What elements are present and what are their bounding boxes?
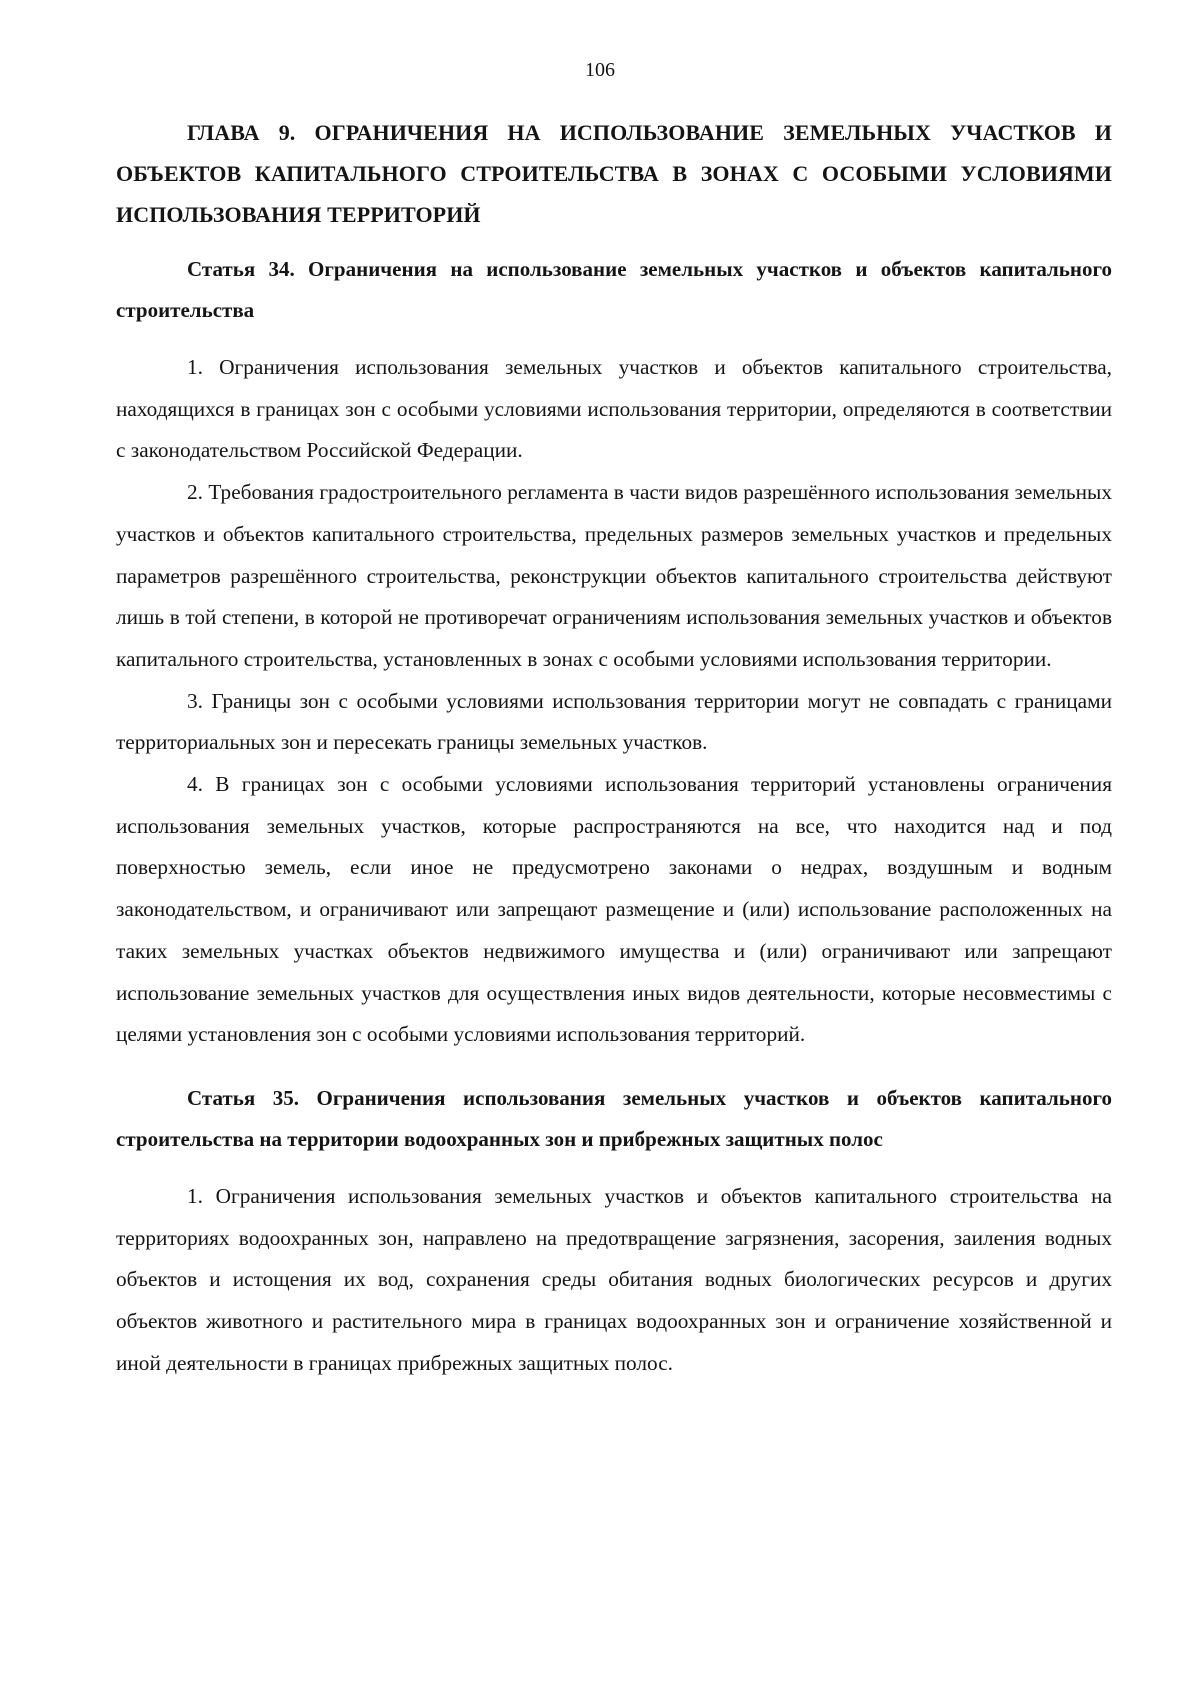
article-35 [116, 1078, 1112, 1385]
article-35-title: Статья 35. Ограничения использования земельных участков и объектов капитального строительства на территории водоохранных зон и прибрежных защитных полос [116, 1085, 1112, 1151]
article-34-paragraph-2: 2. Требования градостроительного регламента в части видов разрешённого использования земельных участков и объектов капитального строительства, предельных размеров земельных участков и предельных параметров разрешённого строительства, реконструкции объектов капитального строительства действуют лишь в той степени, в которой не противоречат ограничениям использования земельных участков и объектов капитального строительства, установленных в зонах с особыми условиями использования территории. [116, 480, 1112, 671]
article-34-paragraph-3: 3. Границы зон с особыми условиями использования территории могут не совпадать с границами территориальных зон и пересекать границы земельных участков. [116, 688, 1112, 755]
article-34-paragraph-1: 1. Ограничения использования земельных участков и объектов капитального строительства, находящихся в границах зон с особыми условиями использования территории, определяются в соответствии с законодательством Российской Федерации. [116, 355, 1112, 463]
article-35-paragraph-1: 1. Ограничения использования земельных участков и объектов капитального строительства на территориях водоохранных зон, направлено на предотвращение загрязнения, засорения, заиления водных объектов и истощения их вод, сохранения среды обитания водных биологических ресурсов и других объектов животного и растительного мира в границах водоохранных зон и ограничение хозяйственной и иной деятельности в границах прибрежных защитных полос. [116, 1183, 1112, 1375]
article-34 [116, 249, 1112, 1056]
article-34-paragraph-4: 4. В границах зон с особыми условиями использования территорий установлены ограничения использования земельных участков, которые распространяются на все, что находится над и под поверхностью земель, если иное не предусмотрено законами о недрах, воздушным и водным законодательством, и ограничивают или запрещают размещение и (или) использование расположенных на таких земельных участках объектов недвижимого имущества и (или) ограничивают или запрещают использование земельных участков для осуществления иных видов деятельности, которые несовместимы с целями установления зон с особыми условиями использования территорий. [116, 772, 1112, 1047]
page-content [116, 112, 1112, 1384]
article-34-title: Статья 34. Ограничения на использование земельных участков и объектов капитального строительства [116, 257, 1112, 322]
chapter-title: ГЛАВА 9. ОГРАНИЧЕНИЯ НА ИСПОЛЬЗОВАНИЕ ЗЕМЕЛЬНЫХ УЧАСТКОВ И ОБЪЕКТОВ КАПИТАЛЬНОГО СТРОИТЕЛЬСТВА В ЗОНАХ С ОСОБЫМИ УСЛОВИЯМИ ИСПОЛЬЗОВАНИЯ ТЕРРИТОРИЙ [116, 120, 1112, 227]
page-number: 106 [585, 59, 615, 81]
